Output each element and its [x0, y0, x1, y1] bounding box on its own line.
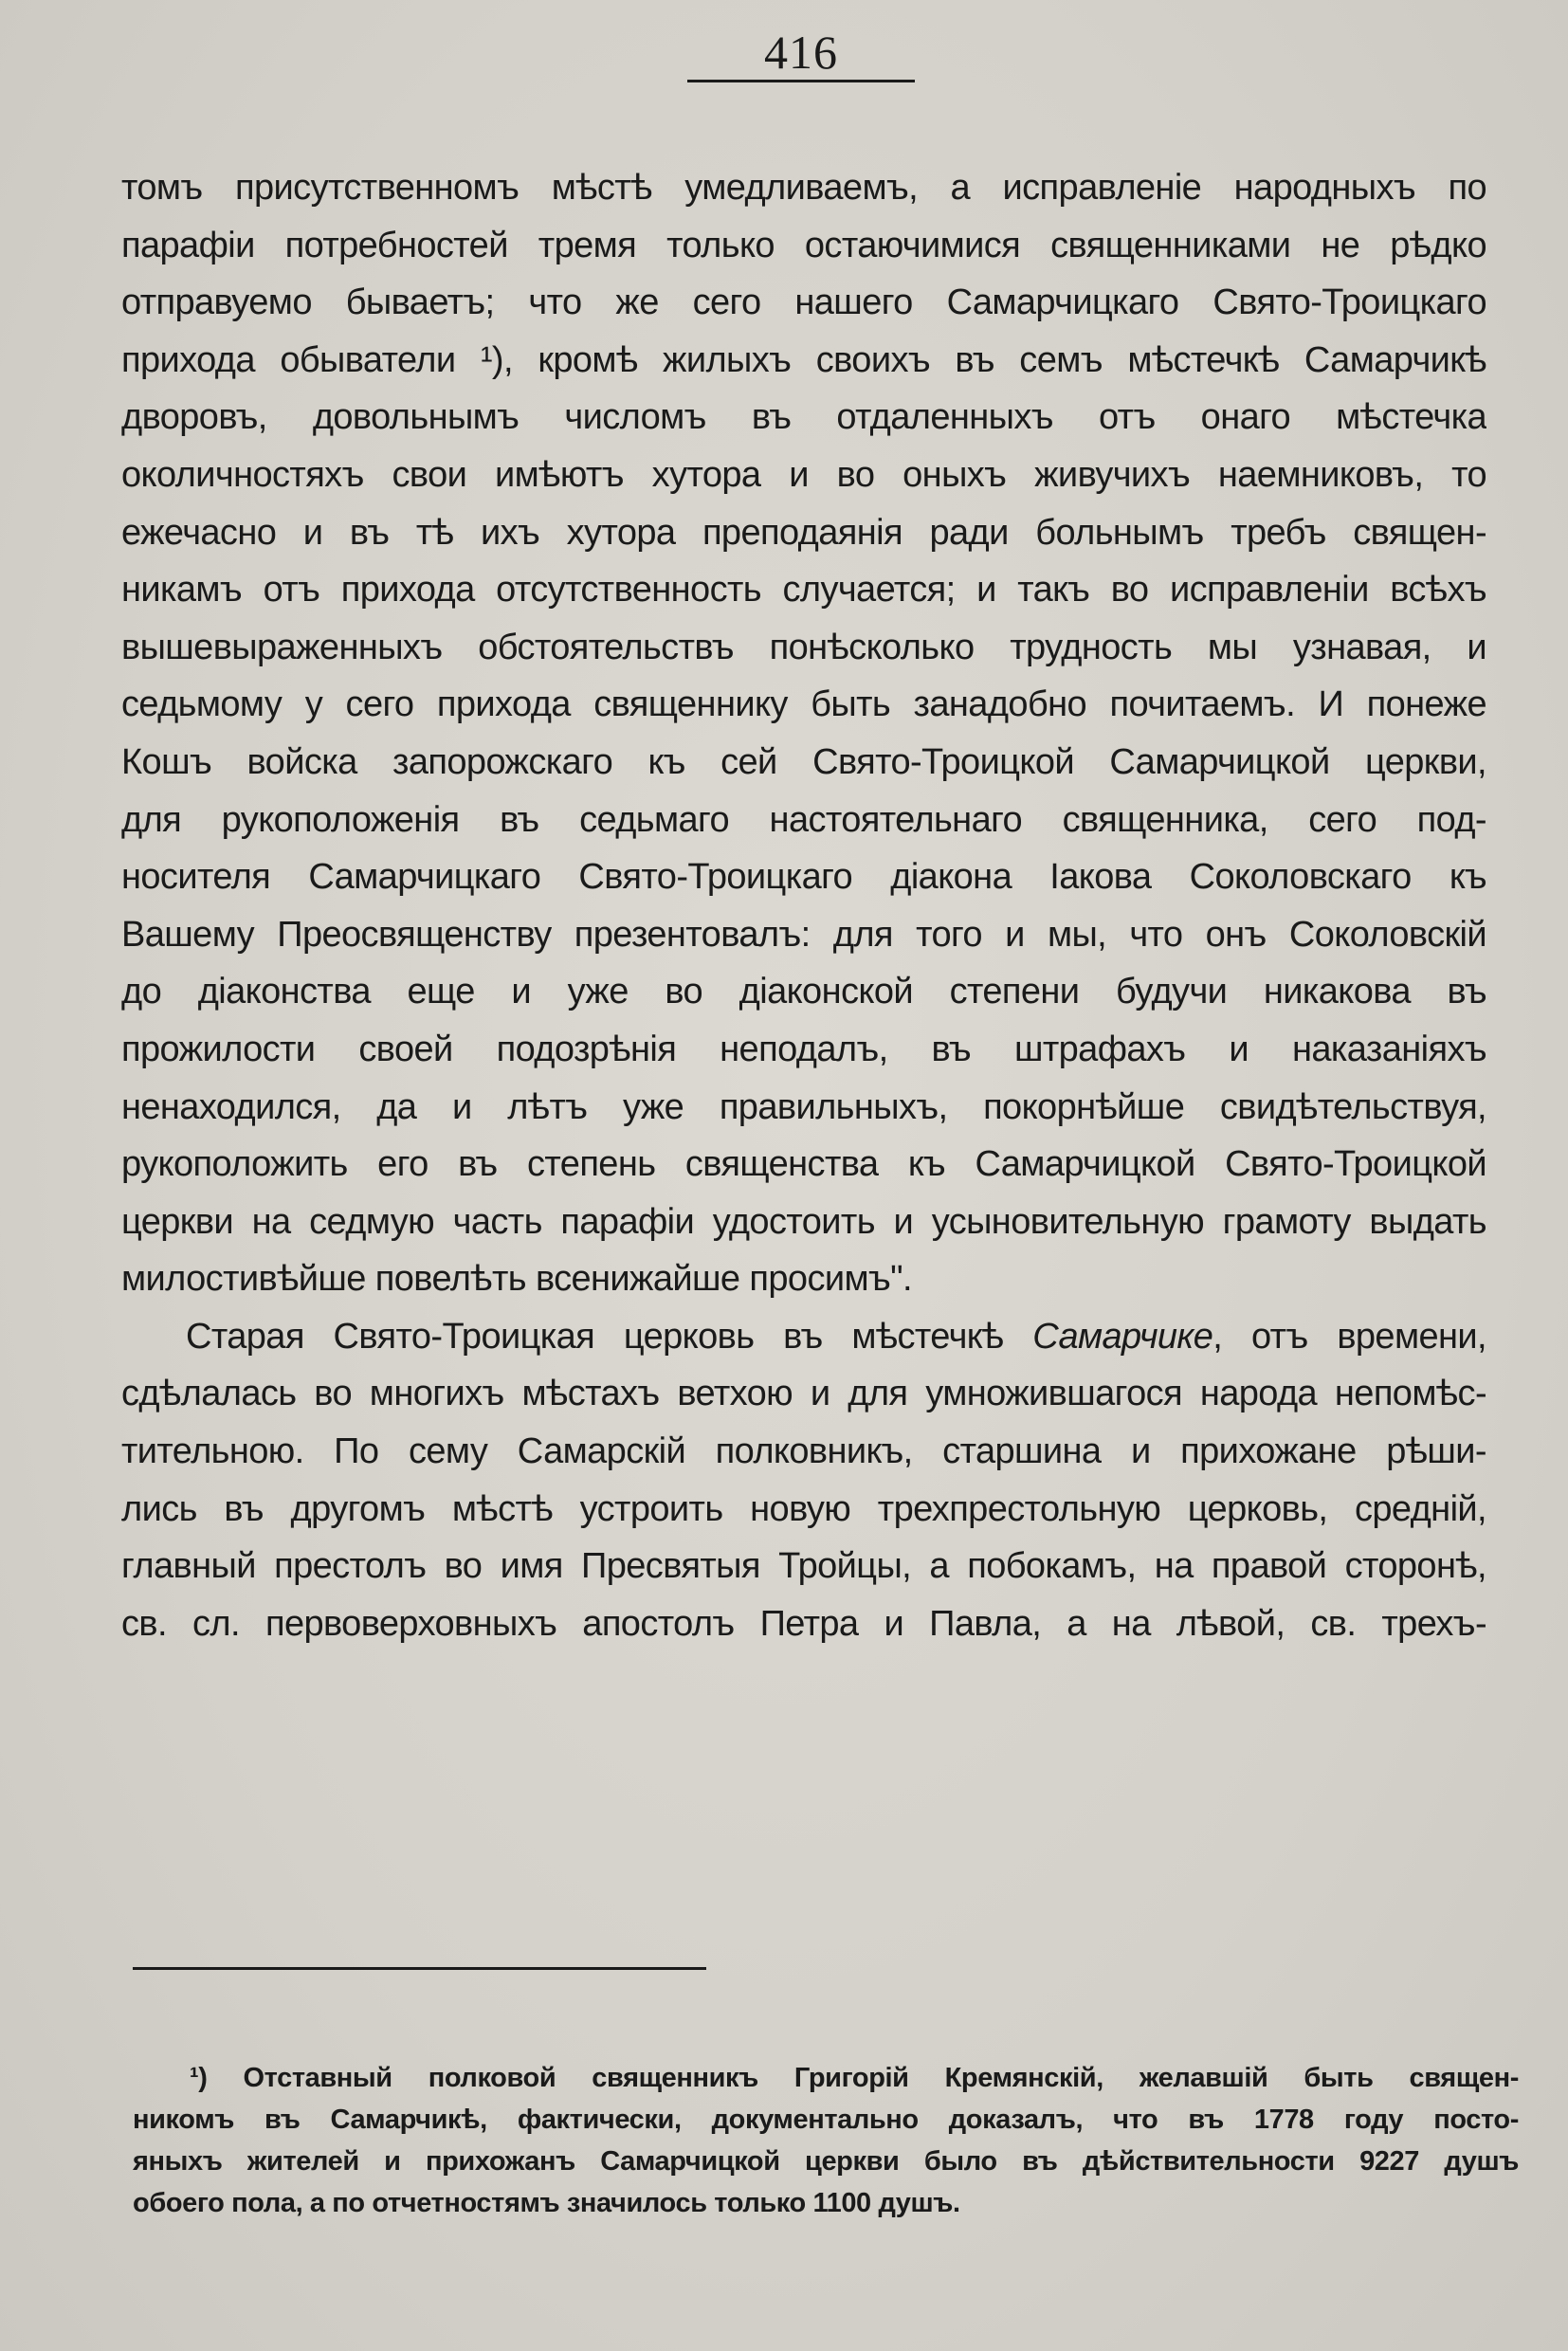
text-line: дворовъ, довольнымъ числомъ въ отдаленныхъ отъ онаго мѣстечка	[121, 397, 1486, 438]
header-rule	[687, 80, 915, 82]
text-line: прихода обыватели ¹), кромѣ жилыхъ своихъ въ семъ мѣстечкѣ Самарчикѣ	[121, 339, 1486, 380]
text-line: сдѣлалась во многихъ мѣстахъ ветхою и для умножившагося народа непомѣс-	[121, 1374, 1486, 1414]
text-line: Кошъ войска запорожскаго къ сей Свято-Троицкой Самарчицкой церкви,	[121, 741, 1486, 782]
text-line: лись въ другомъ мѣстѣ устроить новую трехпрестольную церковь, средній,	[121, 1488, 1486, 1529]
page-number: 416	[764, 26, 838, 79]
text-line: церкви на седмую часть парафіи удостоить и усыновительную грамоту выдать	[121, 1201, 1486, 1242]
text-line: рукоположить его въ степень священства къ Самарчицкой Свято-Троицкой	[121, 1144, 1486, 1185]
paragraph-first-line	[121, 1308, 1486, 1366]
text-segment: Старая Свято-Троицкая церковь въ мѣстечкѣ	[186, 1316, 1033, 1357]
text-line: парафіи потребностей тремя только остаючимися священниками не рѣдко	[121, 225, 1486, 265]
footnote-line: никомъ въ Самарчикѣ, фактически, документально доказалъ, что въ 1778 году посто-	[133, 2105, 1519, 2135]
text-line: отправуемо бываетъ; что же сего нашего Самарчицкаго Свято-Троицкаго	[121, 282, 1486, 323]
text-line: прожилости своей подозрѣнія неподалъ, въ штрафахъ и наказаніяхъ	[121, 1029, 1486, 1069]
text-line: никамъ отъ прихода отсутственность случается; и такъ во исправленіи всѣхъ	[121, 570, 1486, 611]
footnote-rule	[133, 1967, 706, 1970]
text-line: ежечасно и въ тѣ ихъ хутора преподаянія ради больнымъ требъ священ-	[121, 512, 1486, 553]
text-line: околичностяхъ свои имѣютъ хутора и во оныхъ живучихъ наемниковъ, то	[121, 454, 1486, 495]
footnote-line: обоего пола, а по отчетностямъ значилось только 1100 душъ.	[133, 2188, 960, 2218]
text-line: Вашему Преосвященству презентовалъ: для того и мы, что онъ Соколовскій	[121, 914, 1486, 955]
text-line: главный престолъ во имя Пресвятыя Тройцы, а побокамъ, на правой сторонѣ,	[121, 1546, 1486, 1587]
text-line: ненаходился, да и лѣтъ уже правильныхъ, покорнѣйше свидѣтельствуя,	[121, 1086, 1486, 1127]
body-text	[121, 159, 1486, 1652]
footnote	[133, 2057, 1519, 2224]
text-line: тительною. По сему Самарскій полковникъ, старшина и прихожане рѣши-	[121, 1431, 1486, 1472]
text-line: носителя Самарчицкаго Свято-Троицкаго діакона Іакова Соколовскаго къ	[121, 857, 1486, 898]
text-segment: , отъ времени,	[1212, 1316, 1486, 1357]
footnote-line: ¹) Отставный полковой священникъ Григорій Кремянскій, желавшій быть священ-	[190, 2063, 1519, 2093]
text-line: св. сл. первоверховныхъ апостолъ Петра и Павла, а на лѣвой, св. трехъ-	[121, 1603, 1486, 1644]
text-line: седьмому у сего прихода священнику быть занадобно почитаемъ. И понеже	[121, 684, 1486, 725]
text-line: вышевыраженныхъ обстоятельствъ понѣсколько трудность мы узнавая, и	[121, 627, 1486, 667]
text-line: до діаконства еще и уже во діаконской степени будучи никакова въ	[121, 972, 1486, 1012]
text-line: милостивѣйше повелѣть всенижайше просимъ".	[121, 1259, 913, 1300]
footnote-line: яныхъ жителей и прихожанъ Самарчицкой церкви было въ дѣйствительности 9227 душъ	[133, 2146, 1519, 2177]
text-line: томъ присутственномъ мѣстѣ умедливаемъ, а исправленіе народныхъ по	[121, 168, 1486, 208]
text-line: для рукоположенія въ седьмаго настоятельнаго священника, сего под-	[121, 799, 1486, 840]
italic-place-name: Самарчике	[1032, 1316, 1213, 1357]
